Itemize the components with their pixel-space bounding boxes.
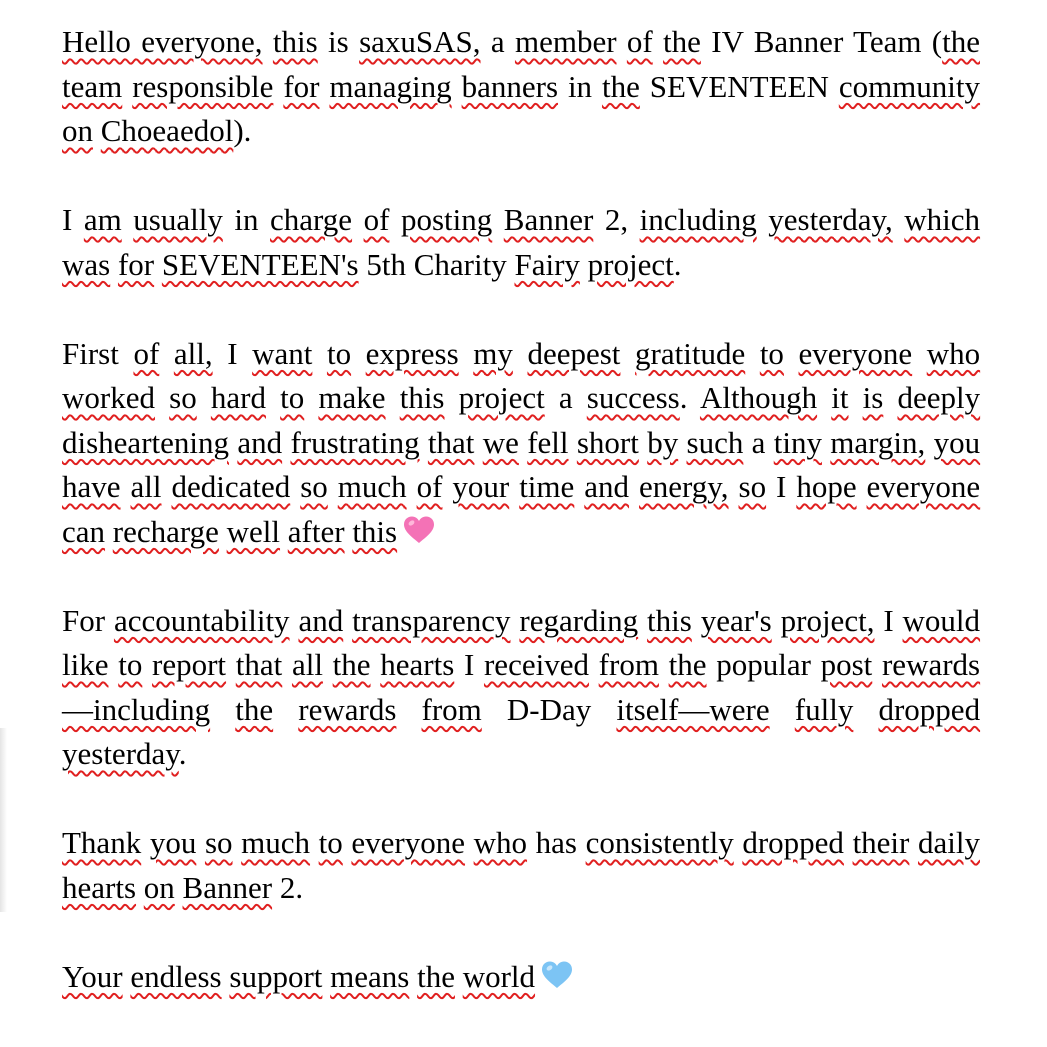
text-run (110, 247, 118, 282)
page-edge-shadow (0, 728, 7, 912)
spellcheck-flagged-word: dedicated (171, 469, 291, 504)
spellcheck-flagged-word: frustrating (290, 424, 420, 460)
spellcheck-flagged-word: dropped (878, 691, 981, 727)
spellcheck-flagged-word: you (149, 825, 197, 860)
text-run (569, 425, 577, 460)
text-run (352, 202, 364, 237)
text-run (492, 202, 504, 237)
text-run: D-Day (481, 691, 617, 727)
spellcheck-flagged-word: and (584, 469, 630, 504)
paragraph-closing (62, 955, 980, 1000)
spellcheck-flagged-word: endless (130, 958, 222, 994)
text-run (659, 647, 669, 682)
spellcheck-flagged-word: so (204, 825, 233, 860)
text-run: in (222, 202, 270, 237)
text-run (844, 825, 853, 860)
text-run (304, 380, 318, 415)
text-run (729, 469, 739, 504)
spellcheck-flagged-word: so (169, 380, 197, 415)
text-run (273, 692, 298, 727)
text-run (772, 603, 781, 638)
spellcheck-flagged-word: that (235, 647, 283, 682)
spellcheck-flagged-word: yesterday, (768, 202, 893, 237)
spellcheck-flagged-word: transparency (352, 602, 511, 638)
text-run: a (480, 24, 515, 59)
text-run (266, 380, 280, 415)
spellcheck-flagged-word: Banner (182, 869, 273, 905)
text-run: a (743, 424, 774, 460)
spellcheck-flagged-word: and (298, 602, 344, 638)
spellcheck-flagged-word: daily (918, 825, 980, 860)
spellcheck-flagged-word: express (365, 335, 459, 371)
spellcheck-flagged-word: hearts (380, 647, 455, 682)
spellcheck-flagged-word: means (330, 958, 410, 994)
text-run (442, 469, 452, 504)
spellcheck-flagged-word: like (62, 647, 109, 682)
text-run (589, 647, 599, 682)
text-run (175, 870, 183, 905)
spellcheck-flagged-word: from (421, 691, 482, 727)
text-run (136, 870, 144, 905)
spellcheck-flagged-word: Although (699, 380, 818, 415)
text-run (122, 202, 134, 237)
spellcheck-flagged-word: to (759, 335, 784, 371)
text-run (893, 202, 905, 237)
text-run (233, 825, 242, 860)
text-run (678, 425, 686, 460)
text-run (141, 825, 150, 860)
spellcheck-flagged-word: Hello everyone, (62, 24, 263, 59)
spellcheck-flagged-word: SEVENTEEN's (161, 246, 359, 282)
paragraph-banner-role (62, 198, 980, 287)
spellcheck-flagged-word: the (332, 647, 371, 682)
spellcheck-flagged-word: yesterday (62, 736, 179, 771)
text-run (343, 603, 352, 638)
pink-heart-icon (403, 513, 435, 543)
text-run: . (679, 380, 700, 415)
spellcheck-flagged-word: the (663, 24, 701, 59)
paragraph-greeting (62, 20, 980, 154)
text-run (445, 380, 459, 415)
text-run (909, 825, 918, 860)
spellcheck-flagged-word: much (337, 469, 407, 504)
text-run (322, 959, 330, 994)
spellcheck-flagged-word: hearts (62, 869, 137, 905)
spellcheck-flagged-word: everyone (798, 335, 913, 371)
text-run (692, 603, 701, 638)
spellcheck-flagged-word: project, (780, 602, 875, 638)
spellcheck-flagged-word: recharge (112, 513, 219, 549)
text-run (925, 425, 933, 460)
spellcheck-flagged-word: who (926, 335, 981, 371)
spellcheck-flagged-word: want (252, 335, 313, 371)
text-run (509, 469, 519, 504)
spellcheck-flagged-word: that (427, 424, 475, 460)
text-run (872, 647, 882, 682)
text-run (93, 113, 101, 148)
spellcheck-flagged-word: this (352, 513, 398, 549)
text-run: . (673, 246, 682, 282)
spellcheck-flagged-word: your (452, 469, 510, 504)
spellcheck-flagged-word: tiny (773, 424, 822, 460)
spellcheck-flagged-word: dropped (742, 825, 844, 860)
text-run (452, 69, 462, 104)
text-run (109, 647, 119, 682)
spellcheck-flagged-word: their (852, 825, 910, 860)
spellcheck-flagged-word: well (226, 513, 281, 549)
text-run: a (544, 380, 587, 415)
text-run (226, 647, 236, 682)
spellcheck-flagged-word: on (62, 113, 93, 148)
spellcheck-flagged-word: who (473, 825, 528, 860)
spellcheck-flagged-word: everyone (866, 469, 981, 504)
text-run (883, 380, 897, 415)
spellcheck-flagged-word: all, (173, 335, 213, 371)
blue-heart-icon (541, 958, 573, 988)
spellcheck-flagged-word: it (831, 380, 849, 415)
spellcheck-flagged-word: and (237, 424, 283, 460)
spellcheck-flagged-word: received (483, 647, 589, 682)
text-run (263, 24, 273, 59)
spellcheck-flagged-word: consistently (585, 825, 734, 860)
text-run (857, 469, 867, 504)
spellcheck-flagged-word: short (576, 424, 639, 460)
text-run (273, 69, 283, 104)
spellcheck-flagged-word: rewards (298, 691, 397, 727)
text-run (371, 647, 381, 682)
spellcheck-flagged-word: to (280, 380, 305, 415)
spellcheck-flagged-word: responsible (132, 68, 274, 104)
spellcheck-flagged-word: disheartening (62, 424, 230, 460)
spellcheck-flagged-word: for (117, 246, 155, 282)
spellcheck-flagged-word: after (287, 513, 345, 549)
spellcheck-flagged-word: project (458, 380, 545, 415)
spellcheck-flagged-word: for (283, 68, 320, 104)
text-run: I (62, 202, 84, 237)
spellcheck-flagged-word: the (417, 958, 455, 994)
text-run (580, 247, 588, 282)
text-run: . (178, 736, 187, 771)
spellcheck-flagged-word: project (587, 246, 674, 282)
spellcheck-flagged-word: of (626, 24, 653, 59)
spellcheck-flagged-word: to (318, 825, 343, 860)
spellcheck-flagged-word: the (668, 647, 707, 682)
text-run: I (766, 469, 797, 504)
text-run (653, 24, 663, 59)
text-run (745, 336, 760, 371)
text-run (154, 247, 162, 282)
spellcheck-flagged-word: post (820, 647, 873, 682)
spellcheck-flagged-word: much (241, 825, 311, 860)
spellcheck-flagged-word: we (482, 424, 519, 460)
spellcheck-flagged-word: by (647, 424, 679, 460)
spellcheck-flagged-word: worked (62, 380, 155, 415)
spellcheck-flagged-word: hope (796, 469, 857, 504)
spellcheck-flagged-word: of (363, 202, 390, 237)
spellcheck-flagged-word: charge (270, 202, 353, 237)
spellcheck-flagged-word: report (152, 647, 227, 682)
text-run: First (62, 335, 134, 371)
text-run (386, 380, 400, 415)
text-run (319, 69, 329, 104)
spellcheck-flagged-word: rewards—including (62, 647, 981, 727)
spellcheck-flagged-word: this (399, 380, 445, 415)
text-run (290, 469, 300, 504)
text-run: is (317, 24, 360, 59)
text-run (310, 825, 319, 860)
spellcheck-flagged-word: fully (794, 691, 854, 727)
text-run: popular (706, 647, 821, 682)
spellcheck-flagged-word: gratitude (635, 335, 746, 371)
spellcheck-flagged-word: energy, (639, 469, 729, 504)
text-run (853, 692, 878, 727)
text-run (142, 647, 152, 682)
text-run (848, 380, 862, 415)
text-run: 2. (272, 869, 304, 905)
text-run (121, 469, 131, 504)
text-run (197, 380, 211, 415)
text-run: I (212, 335, 253, 371)
spellcheck-flagged-word: everyone (351, 825, 466, 860)
spellcheck-flagged-word: year's (700, 602, 772, 638)
text-run (162, 469, 172, 504)
text-run (620, 336, 635, 371)
spellcheck-flagged-word: so (300, 469, 328, 504)
spellcheck-flagged-word: am (83, 202, 122, 237)
text-run: ). (233, 113, 252, 148)
text-run (122, 69, 132, 104)
spellcheck-flagged-word: deepest (527, 335, 621, 371)
spellcheck-flagged-word: regarding (519, 602, 639, 638)
text-run (210, 692, 235, 727)
spellcheck-flagged-word: posting (400, 202, 493, 237)
spellcheck-flagged-word: the (942, 24, 980, 59)
text-run: For (62, 602, 114, 638)
spellcheck-flagged-word: time (519, 469, 575, 504)
spellcheck-flagged-word: itself—were (616, 691, 770, 727)
spellcheck-flagged-word: make (318, 380, 386, 415)
text-run (513, 336, 528, 371)
spellcheck-flagged-word: such (686, 424, 744, 460)
spellcheck-flagged-word: so (738, 469, 767, 504)
text-run (629, 469, 639, 504)
spellcheck-flagged-word: was (62, 246, 111, 282)
spellcheck-flagged-word: you (933, 424, 981, 460)
spellcheck-flagged-word: usually (133, 202, 223, 237)
text-run (312, 336, 327, 371)
spellcheck-flagged-word: deeply (897, 380, 981, 415)
text-run (519, 425, 527, 460)
text-run: in (558, 68, 602, 104)
text-run: I (454, 647, 484, 682)
spellcheck-flagged-word: member (514, 24, 617, 59)
text-run (757, 202, 769, 237)
document-body[interactable] (62, 20, 980, 1044)
spellcheck-flagged-word: accountability (113, 602, 290, 638)
text-run (280, 514, 288, 549)
text-run (219, 514, 227, 549)
text-run (389, 202, 401, 237)
text-run (409, 959, 417, 994)
spellcheck-flagged-word: managing (329, 68, 452, 104)
spellcheck-flagged-word: the (601, 68, 640, 104)
spellcheck-flagged-word: on (143, 869, 175, 905)
spellcheck-flagged-word: can (62, 513, 106, 549)
text-run (396, 692, 421, 727)
spellcheck-flagged-word: community (838, 68, 981, 104)
spellcheck-flagged-word: Fairy (514, 246, 580, 282)
spellcheck-flagged-word: fell (527, 424, 569, 460)
spellcheck-flagged-word: Thank (62, 825, 142, 860)
text-run (282, 647, 292, 682)
spellcheck-flagged-word: is (862, 380, 884, 415)
spellcheck-flagged-word: banners (461, 68, 559, 104)
text-run (784, 336, 799, 371)
spellcheck-flagged-word: margin, (830, 424, 926, 460)
text-run (574, 469, 584, 504)
text-run: IV Banner Team ( (700, 24, 943, 59)
text-run (420, 425, 428, 460)
text-run (351, 336, 366, 371)
spellcheck-flagged-word: to (326, 335, 352, 371)
paragraph-thanks (62, 821, 980, 910)
spellcheck-flagged-word: this (647, 602, 692, 638)
text-run: SEVENTEEN (639, 68, 839, 104)
spellcheck-flagged-word: Banner (503, 202, 594, 237)
text-run (323, 647, 333, 682)
paragraph-accountability (62, 599, 980, 777)
spellcheck-flagged-word: success (586, 380, 680, 415)
spellcheck-flagged-word: would (902, 602, 981, 638)
spellcheck-flagged-word: hard (210, 380, 266, 415)
text-run (455, 959, 463, 994)
text-run (328, 469, 338, 504)
paragraph-gratitude (62, 332, 980, 555)
text-run: 2, (593, 202, 640, 237)
spellcheck-flagged-word: to (118, 647, 143, 682)
spellcheck-flagged-word: Choeaedol (100, 113, 234, 148)
text-run (770, 692, 795, 727)
spellcheck-flagged-word: from (598, 647, 659, 682)
text-run (465, 825, 474, 860)
text-run (817, 380, 831, 415)
text-run (407, 469, 417, 504)
text-run: I (874, 602, 903, 638)
text-run (159, 336, 174, 371)
spellcheck-flagged-word: world (462, 958, 536, 994)
text-run (474, 425, 482, 460)
spellcheck-flagged-word: all (130, 469, 162, 504)
spellcheck-flagged-word: this (272, 24, 318, 59)
spellcheck-flagged-word: which (904, 202, 981, 237)
text-run (912, 336, 927, 371)
text-run: has (527, 825, 586, 860)
text-run (617, 24, 627, 59)
spellcheck-flagged-word: all (291, 647, 323, 682)
text-run (155, 380, 169, 415)
spellcheck-flagged-word: saxuSAS, (359, 24, 481, 59)
spellcheck-flagged-word: team (62, 68, 123, 104)
text-run: 5th Charity (358, 246, 515, 282)
text-run (196, 825, 205, 860)
spellcheck-flagged-word: support (229, 958, 323, 994)
text-run (459, 336, 474, 371)
spellcheck-flagged-word: the (235, 691, 274, 727)
spellcheck-flagged-word: my (473, 335, 513, 371)
text-run (638, 603, 647, 638)
text-run (105, 514, 113, 549)
spellcheck-flagged-word: of (416, 469, 443, 504)
text-run (639, 425, 647, 460)
spellcheck-flagged-word: have (62, 469, 121, 504)
spellcheck-flagged-word: of (133, 335, 160, 371)
spellcheck-flagged-word: including (639, 202, 757, 237)
spellcheck-flagged-word: Your (62, 958, 123, 994)
